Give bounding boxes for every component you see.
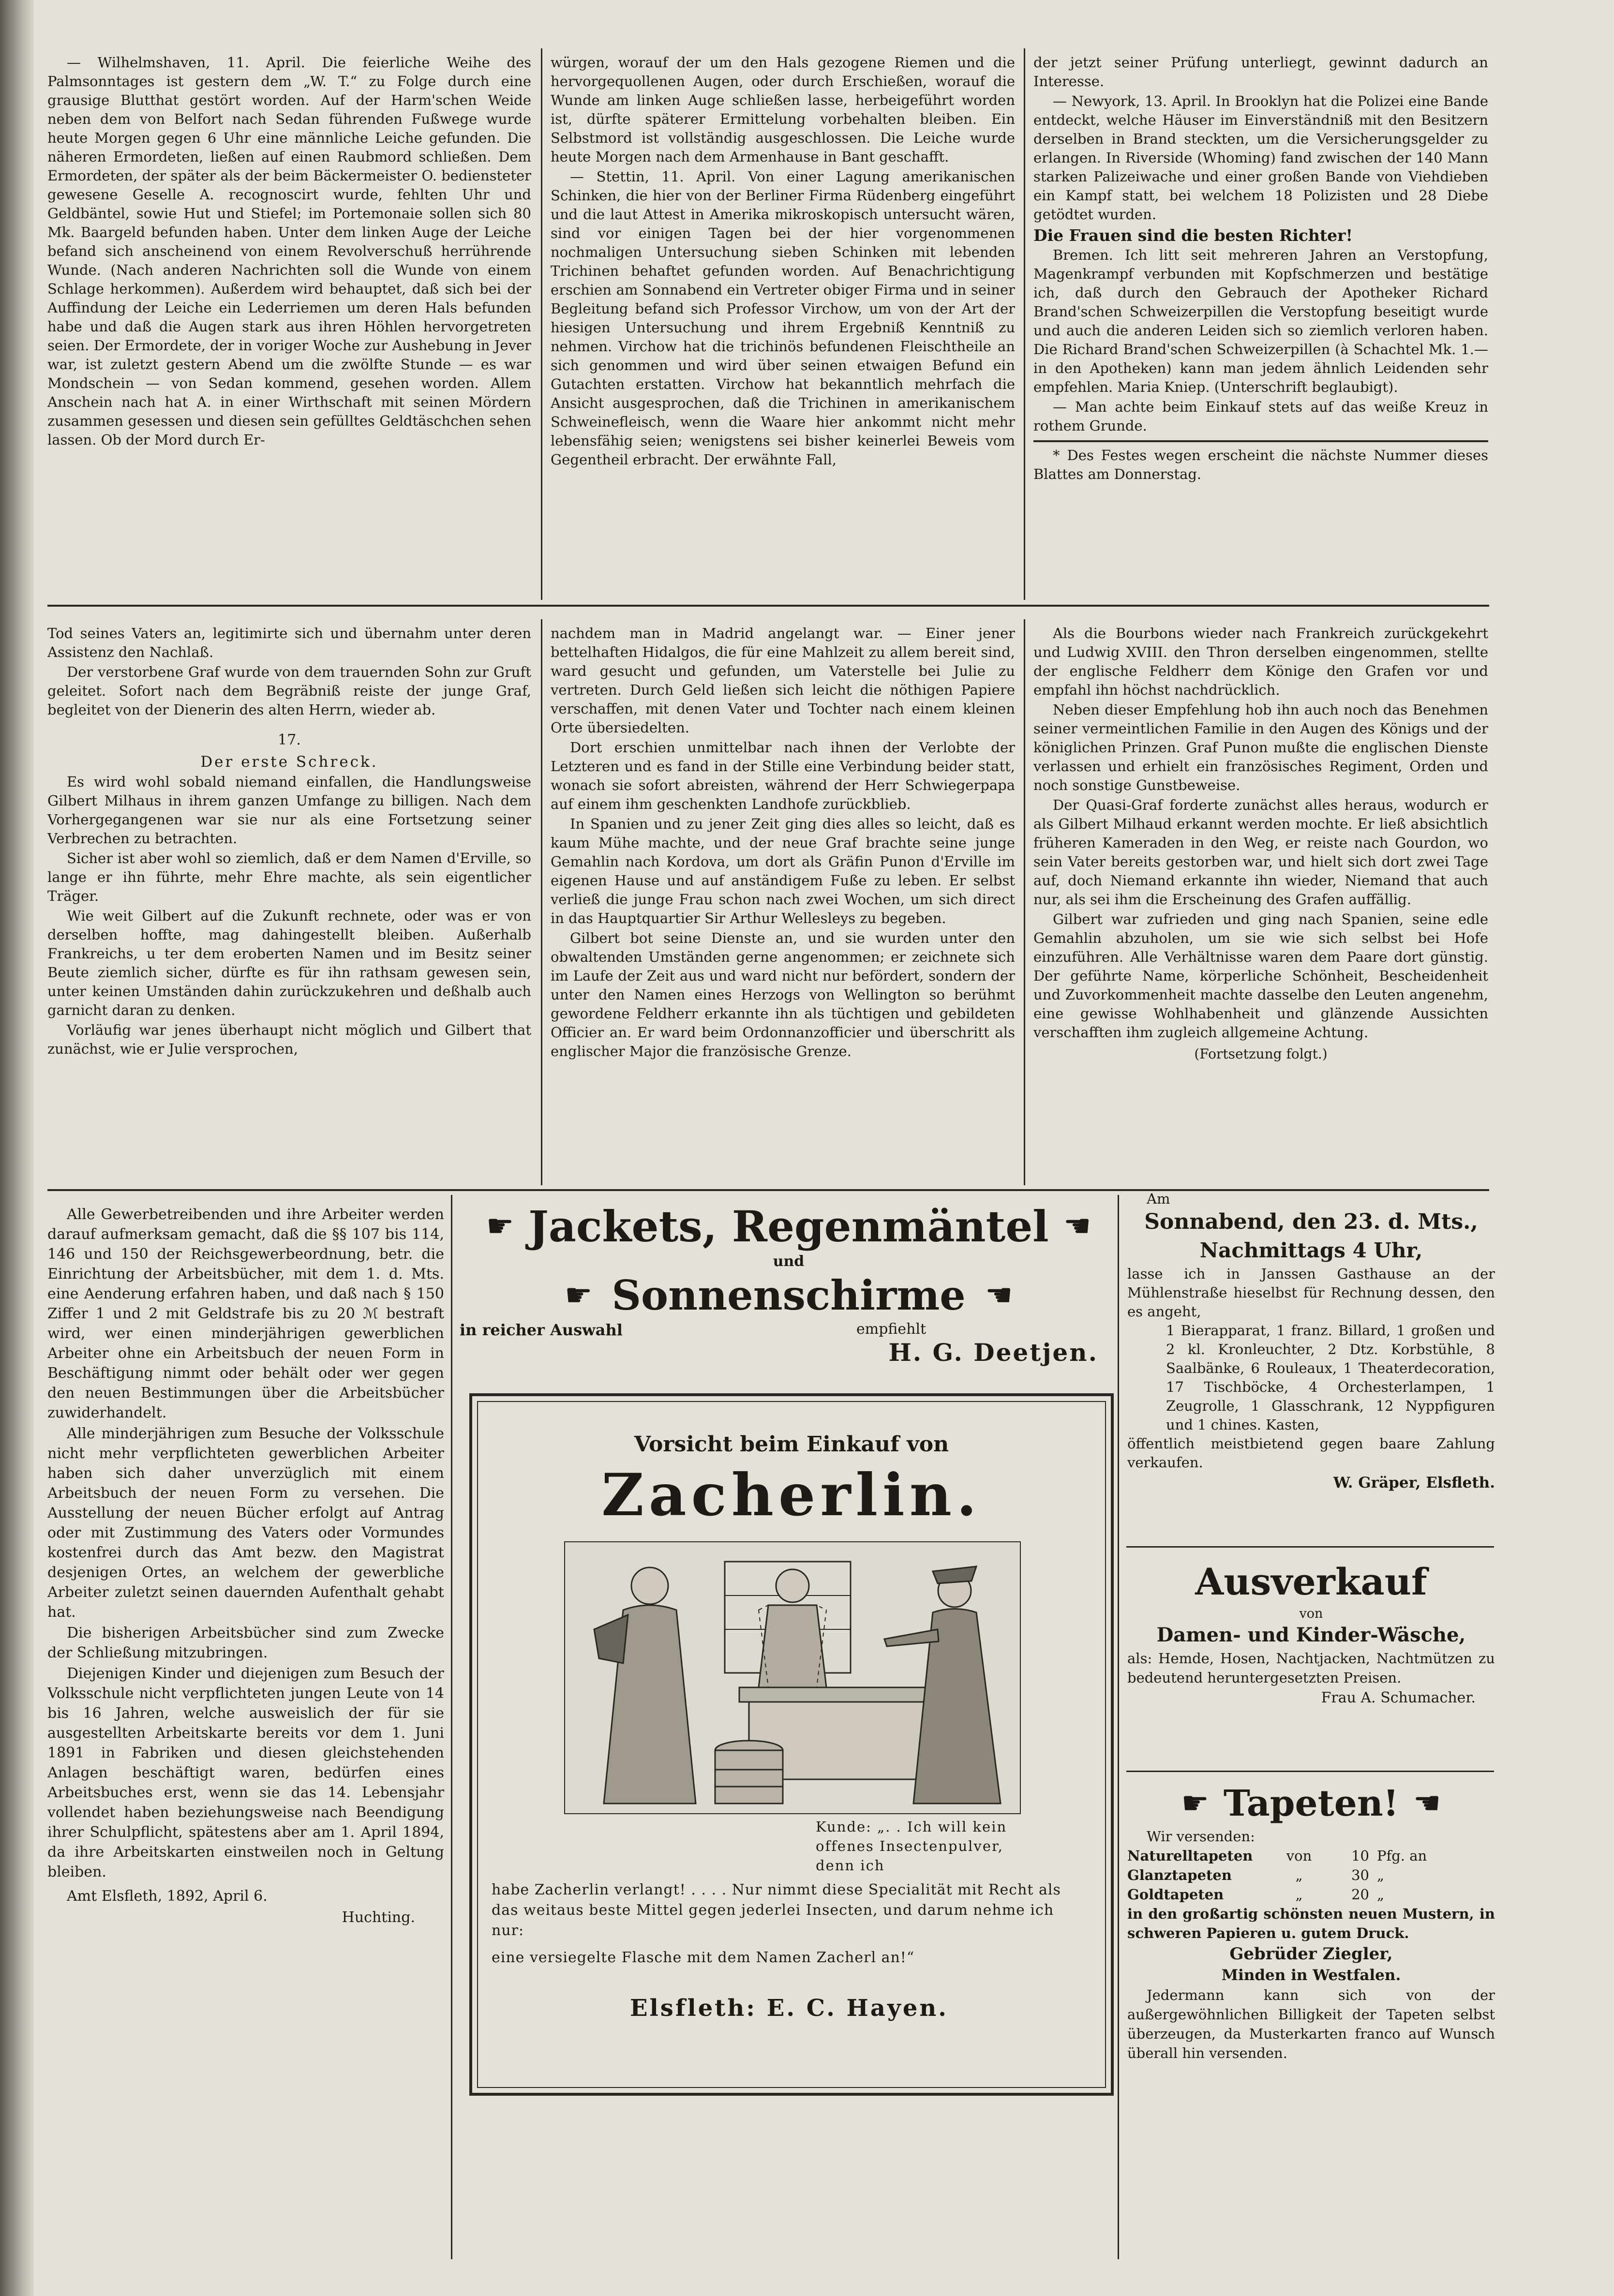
ad-ausverkauf <box>1127 1558 1495 1766</box>
section-divider <box>47 605 1489 607</box>
ad-tapeten-title: Tapeten! <box>1223 1783 1399 1824</box>
ad-zacherlin-kunde: Kunde: „. . Ich will kein offenes Insectenpulver, denn ich <box>816 1819 1007 1874</box>
ad-divider <box>1126 1546 1494 1548</box>
price-name: Naturelltapeten <box>1127 1848 1253 1864</box>
ad-tapeten-company: Gebrüder Ziegler, <box>1229 1944 1393 1964</box>
shop-scene-drawing <box>565 1542 1020 1813</box>
novel-paragraph: Es wird wohl sobald niemand einfallen, die Handlungsweise Gilbert Milhaus in ihrem ganzen Umfange zu billigen. Nach dem Vorhergegangenen war sie nur als eine Fortsetzung seiner Verbrechen zu betrachten. <box>47 774 531 847</box>
price-value: 20 <box>1351 1886 1369 1903</box>
ad-deetjen-und: und <box>773 1253 805 1270</box>
novel-paragraph: Der verstorbene Graf wurde von dem trauernden Sohn zur Gruft geleitet. Sofort nach dem Begräbniß reiste der junge Graf, begleitet von der Dienerin des alten Herrn, wieder ab. <box>47 664 531 718</box>
news-column-2 <box>551 53 1015 600</box>
price-unit: „ <box>1377 1867 1385 1883</box>
news-wilhelmshaven-cont: würgen, worauf der um den Hals gezogene Riemen und die hervorgequollenen Augen, oder durch Erschießen, worauf die Wunde am linken Auge schließen lasse, herbeigeführt worden ist, dürfte späterer Ermittelung vorbehalten bleiben. Ein Selbstmord ist vollständig ausgeschlossen. Die Leiche wurde heute Morgen nach dem Armenhause in Bant geschafft. <box>551 54 1015 165</box>
ad-zacherlin-bottle: eine versiegelte Flasche mit dem Namen Zacherl an!“ <box>492 1949 915 1966</box>
ad-ausverkauf-von: von <box>1299 1606 1323 1621</box>
price-value: 10 <box>1351 1848 1369 1864</box>
ad-deetjen <box>460 1195 1118 1398</box>
price-value: 30 <box>1351 1867 1369 1883</box>
column-rule <box>1118 1195 1119 2259</box>
column-rule <box>541 619 542 1185</box>
illustration-shop-scene <box>564 1541 1021 1814</box>
ad-tapeten-footer: Jedermann kann sich von der außergewöhnlichen Billigkeit der Tapeten selbst überzeugen, da Musterkarten franco auf Wunsch überall hin versenden. <box>1127 1987 1495 2061</box>
pointing-hand-left-icon: ☛ <box>985 1278 1013 1313</box>
pointing-hand-left-icon: ☛ <box>1413 1786 1441 1821</box>
news-stettin-cont: der jetzt seiner Prüfung unterliegt, gewinnt dadurch an Interesse. <box>1033 54 1488 89</box>
ad-tapeten <box>1127 1780 1495 2264</box>
column-rule <box>1024 48 1025 600</box>
pointing-hand-left-icon: ☛ <box>1063 1208 1091 1244</box>
novel-paragraph: In Spanien und zu jener Zeit ging dies alles so leicht, daß es kaum Mühe machte, und der neue Graf brachte seine junge Gemahlin nach Kordova, um dort als Gräfin Punon d'Erville im eigenen Hause und auf anständigem Fuße zu leben. Er selbst verließ die junge Frau schon nach zwei Wochen, um sich direct in das Hauptquartier Sir Arthur Wellesleys zu begeben. <box>551 816 1015 926</box>
price-unit: Pfg. an <box>1377 1848 1427 1864</box>
column-rule <box>1024 619 1025 1185</box>
price-prefix: „ <box>1295 1886 1303 1903</box>
continued-note: (Fortsetzung folgt.) <box>1194 1046 1328 1062</box>
notice-paragraph: Alle minderjährigen zum Besuche der Volksschule nicht mehr verpflichteten gewerblichen Arbeiter haben sich daher unverzüglich mit einem Arbeitsbuch der neuen Form zu versehen. Die Ausstellung der neuen Bücher erfolgt auf Antrag oder mit Zustimmung des Vaters oder Vormundes kostenfrei durch das Amt bezw. den Magistrat desjenigen Ortes, an welchem der gewerbliche Arbeiter zuletzt seinen dauernden Aufenthalt gehabt hat. <box>47 1425 444 1621</box>
news-column-3 <box>1033 53 1488 600</box>
novel-paragraph: Gilbert war zufrieden und ging nach Spanien, seine edle Gemahlin abzuholen, um sie wie sich selbst bei Hofe einzuführen. Alle Verhältnisse waren dem Paare dort günstig. Der geführte Name, körperliche Schönheit, Bescheidenheit und Zuvorkommenheit machte dasselbe den Leuten angenehm, eine gewisse Wohlhabenheit und glänzende Aussichten verschafften ihm zugleich allgemeine Achtung. <box>1033 911 1488 1041</box>
ad-ausverkauf-title: Ausverkauf <box>1195 1560 1427 1603</box>
ad-schweizerpillen-note: — Man achte beim Einkauf stets auf das weiße Kreuz in rothem Grunde. <box>1033 399 1488 434</box>
column-rule <box>541 48 542 600</box>
notice-sign-name: Huchting. <box>342 1909 415 1926</box>
notice-paragraph: Alle Gewerbetreibenden und ihre Arbeiter werden darauf aufmerksam gemacht, daß die §§ 107 bis 114, 146 und 150 der Reichsgewerbeordnung, betr. die Einrichtung der Arbeitsbücher, mit dem 1. d. Mts. eine Aenderung erfahren haben, und daß nach § 150 Ziffer 1 und 2 mit Geldstrafe bis zu 20 ℳ bestraft wird, wer einen minderjährigen gewerblichen Arbeiter ohne ein Arbeitsbuch der neuen Form in Beschäftigung nimmt oder behält oder wer gegen den neuen Bestimmungen über die Arbeitsbücher zuwiderhandelt. <box>47 1206 444 1421</box>
ad-auction-intro: lasse ich in Janssen Gasthause an der Mühlenstraße hieselbst für Rechnung dessen, den es angeht, <box>1127 1266 1495 1320</box>
ad-ausverkauf-detail: als: Hemde, Hosen, Nachtjacken, Nachtmützen zu bedeutend heruntergesetzten Preisen. <box>1127 1650 1495 1686</box>
ad-auction-am: Am <box>1147 1191 1170 1207</box>
ad-zacherlin-warn: Vorsicht beim Einkauf von <box>634 1432 949 1457</box>
novel-paragraph: Vorläufig war jenes überhaupt nicht möglich und Gilbert that zunächst, wie er Julie versprochen, <box>47 1022 531 1057</box>
column-rule <box>451 1195 452 2259</box>
price-row <box>1127 1865 1495 1885</box>
ad-auction-items: 1 Bierapparat, 1 franz. Billard, 1 großen und 2 kl. Kronleuchter, 2 Dtz. Korbstühle, 8 Saalbänke, 6 Rouleaux, 1 Theaterdecoration, 17 Tischböcke, 4 Orchesterlampen, 1 Zeugrolle, 1 Glasschrank, 12 Nyppfiguren und 1 chines. Kasten, <box>1166 1322 1495 1433</box>
price-list <box>1127 1846 1495 1904</box>
novel-column-2 <box>551 624 1015 1185</box>
ad-schweizerpillen: Bremen. Ich litt seit mehreren Jahren an Verstopfung, Magenkrampf verbunden mit Kopfschmerzen und bestätige ich, daß durch den Gebrauch der Apotheker Richard Brand'schen Schweizerpillen die Verstopfung beseitigt wurde und auch die anderen Leiden sich so ziemlich verloren haben. Die Richard Brand'schen Schweizerpillen (à Schachtel Mk. 1.— in den Apotheken) kann man jedem ähnlich Leidenden sehr empfehlen. Maria Kniep. (Unterschrift beglaubigt). <box>1033 247 1488 395</box>
ad-deetjen-name: H. G. Deetjen. <box>888 1338 1098 1367</box>
pointing-hand-icon: ☛ <box>486 1208 514 1244</box>
ad-zacherlin <box>469 1393 1114 2096</box>
price-row <box>1127 1846 1495 1865</box>
ad-ausverkauf-what: Damen- und Kinder-Wäsche, <box>1156 1624 1466 1646</box>
ad-zacherlin-brand: Zacherlin. <box>601 1461 982 1529</box>
pointing-hand-icon: ☛ <box>564 1278 593 1313</box>
news-wilhelmshaven: — Wilhelmshaven, 11. April. Die feierliche Weihe des Palmsonntages ist gestern dem „W. T.“ zu Folge durch eine grausige Blutthat gestört worden. Auf der Harm'schen Weide neben dem von Belfort nach Sedan führenden Fußwege wurde heute Morgen gegen 6 Uhr eine männliche Leiche gefunden. Die näheren Ermordeten, ließen auf einen Raubmord schließen. Dem Ermordeten, der später als der beim Bäckermeister O. bediensteter gewesene Geselle A. recognoscirt wurde, fehlten Uhr und Geldbäntel, sowie Hut und Stiefel; im Portemonaie sollen sich 80 Mk. Baargeld befunden haben. Unter dem linken Auge der Leiche befand sich anscheinend von einem Revolverschuß herrührende Wunde. (Nach anderen Nachrichten soll die Wunde von einem Schlage herkommen). Außerdem wird behauptet, daß sich bei der Auffindung der Leiche ein Lederriemen um deren Hals befunden habe und daß die Augen stark aus ihren Höhlen hervorgetreten seien. Der Ermordete, der in voriger Woche zur Aushebung in Jever war, ist zuletzt gestern Abend um die zwölfte Stunde — es war Mondschein — von Sedan kommend, gesehen worden. Allem Anschein nach hat A. in einer Wirthschaft mit seinen Mördern zusammen gesessen und diesen sein gefülltes Geldtäschchen sehen lassen. Ob der Mord durch Er- <box>47 54 531 448</box>
novel-paragraph: Der Quasi-Graf forderte zunächst alles heraus, wodurch er als Gilbert Milhaud erkannt werden mochte. Er ließ absichtlich früheren Kameraden in den Weg, er reiste nach Gourdon, wo sein Vater bereits gestorben war, und hielt sich dort zwei Tage auf, doch Niemand erkannte ihn wieder, Niemand that auch nur, als sei ihm die Erscheinung des Grafen auffällig. <box>1033 797 1488 908</box>
news-stettin: — Stettin, 11. April. Von einer Lagung amerikanischen Schinken, die hier von der Berliner Firma Rüdenberg eingeführt und die laut Attest in Amerika mikroskopisch untersucht wären, sind vor einigen Tagen bei der hier vorgenommenen nochmaligen Untersuchung sieben Schinken mit lebenden Trichinen behaftet gefunden worden. Auf Benachrichtigung erschien am Sonnabend ein Vertreter obiger Firma und in seiner Begleitung befand sich Professor Virchow, um von der Art der hiesigen Untersuchung und ihrem Ergebniß Kenntniß zu nehmen. Virchow hat die trichinös befundenen Fleischtheile an sich genommen und wird über seinen etwaigen Befund ein Gutachten erstatten. Virchow hat bekanntlich mehrfach die Ansicht ausgesprochen, daß die Trichinen in amerikanischem Schweinefleisch, wenn die Waare hier ankommt nicht mehr lebensfähig seien; wenigstens sei bisher keinerlei Beweis vom Gegentheil erbracht. Der erwähnte Fall, <box>551 168 1015 468</box>
notice-paragraph: Die bisherigen Arbeitsbücher sind zum Zwecke der Schließung mitzubringen. <box>47 1625 444 1661</box>
price-name: Glanztapeten <box>1127 1867 1232 1883</box>
ad-auction-date: Sonnabend, den 23. d. Mts., <box>1144 1209 1478 1234</box>
ad-deetjen-line2: Sonnenschirme <box>612 1271 966 1319</box>
novel-paragraph: Gilbert bot seine Dienste an, und sie wurden unter den obwaltenden Umständen gerne angenommen; er zeichnete sich im Laufe der Zeit aus und ward nicht nur befördert, sondern der unter den Namen eines Herzogs von Wellington so berühmt gewordene Feldherr erkannte ihn als tüchtigen und gebildeten Officier an. Er ward beim Ordonnanzofficier und überschritt als englischer Major die französische Grenze. <box>551 930 1015 1059</box>
ad-heading-frauen: Die Frauen sind die besten Richter! <box>1033 226 1353 245</box>
novel-column-3 <box>1033 624 1488 1185</box>
price-name: Goldtapeten <box>1127 1886 1224 1903</box>
novel-paragraph: Neben dieser Empfehlung hob ihn auch noch das Benehmen seiner vermeintlichen Familie in den Augen des Königs und der königlichen Prinzen. Graf Punon mußte die englischen Dienste verlassen und erhielt ein französisches Regiment, Orden und noch sonstige Gunstbeweise. <box>1033 701 1488 793</box>
ad-deetjen-empf: empfiehlt <box>856 1321 927 1338</box>
ad-tapeten-place: Minden in Westfalen. <box>1221 1967 1401 1984</box>
chapter-title: Der erste Schreck. <box>200 753 378 771</box>
adjacent-page-edge <box>0 0 34 2296</box>
ad-auction <box>1127 1190 1495 1538</box>
ad-zacherlin-dealer: Elsfleth: E. C. Hayen. <box>629 1995 949 2022</box>
news-newyork: — Newyork, 13. April. In Brooklyn hat die Polizei eine Bande entdeckt, welche Häuser im Einverständniß mit den Besitzern derselben in Brand steckten, um die Versicherungsgelder zu erlangen. In Riverside (Whoming) fand zwischen der 140 Mann starken Palizeiwache und einer großen Bande von Viehdieben ein Kampf statt, bei welchem 18 Polizisten und 28 Diebe getödtet wurden. <box>1033 93 1488 223</box>
ad-deetjen-line1: Jackets, Regenmäntel <box>528 1201 1049 1252</box>
price-row <box>1127 1885 1495 1904</box>
novel-paragraph: nachdem man in Madrid angelangt war. — Einer jener bettelhaften Hidalgos, die für eine Mahlzeit zu allem bereit sind, ward gesucht und gefunden, um Vaterstelle bei Julie zu vertreten. Durch Geld ließen sich leicht die nöthigen Papiere verschaffen, mit denen Vater und Tochter nach einem kleinen Orte übersiedelten. <box>551 625 1015 736</box>
notice-sign-place: Amt Elsfleth, 1892, April 6. <box>67 1888 268 1905</box>
news-column-1 <box>47 53 531 600</box>
ad-auction-sign: W. Gräper, Elsfleth. <box>1333 1474 1495 1491</box>
price-prefix: „ <box>1295 1867 1303 1883</box>
ad-auction-time: Nachmittags 4 Uhr, <box>1199 1238 1423 1262</box>
official-notice <box>47 1205 444 2245</box>
ad-deetjen-left: in reicher Auswahl <box>460 1321 623 1339</box>
newspaper-page <box>34 0 1614 2296</box>
notice-next-issue: * Des Festes wegen erscheint die nächste Nummer dieses Blattes am Donnerstag. <box>1033 447 1488 482</box>
price-unit: „ <box>1377 1886 1385 1903</box>
ad-tapeten-intro: Wir versenden: <box>1147 1828 1255 1845</box>
chapter-number: 17. <box>278 731 301 748</box>
novel-column-1 <box>47 624 531 1185</box>
price-prefix: von <box>1286 1848 1312 1864</box>
ad-divider <box>1126 1771 1494 1772</box>
novel-paragraph: Tod seines Vaters an, legitimirte sich und übernahm unter deren Assistenz den Nachlaß. <box>47 625 531 660</box>
ad-ausverkauf-sign: Frau A. Schumacher. <box>1321 1689 1476 1706</box>
notice-paragraph: Diejenigen Kinder und diejenigen zum Besuch der Volksschule nicht verpflichteten jungen Leute von 14 bis 16 Jahren, welche ausweislich der für sie ausgestellten Arbeitskarte bereits vor dem 1. Juni 1891 in Fabriken und diesen gleichstehenden Anlagen beschäftigt waren, bedürfen eines Arbeitsbuches erst, wenn sie das 14. Lebensjahr vollendet haben beziehungsweise nach Beendigung ihrer Schulpflicht, spätestens aber am 1. April 1894, da ihre Arbeitskarten einstweilen noch in Geltung bleiben. <box>47 1665 444 1880</box>
pointing-hand-icon: ☛ <box>1181 1786 1209 1821</box>
notice-divider <box>1033 440 1488 442</box>
ad-auction-outro: öffentlich meistbietend gegen baare Zahlung verkaufen. <box>1127 1435 1495 1471</box>
novel-paragraph: Sicher ist aber wohl so ziemlich, daß er dem Namen d'Erville, so lange er ihn führte, mehr Ehre machte, als sein eigentlicher Träger. <box>47 850 531 904</box>
novel-paragraph: Als die Bourbons wieder nach Frankreich zurückgekehrt und Ludwig XVIII. den Thron derselben eingenommen, stellte der englische Feldherr dem Könige den Grafen vor und empfahl ihn höchst nachdrücklich. <box>1033 625 1488 698</box>
ad-zacherlin-text: habe Zacherlin verlangt! . . . . Nur nimmt diese Specialität mit Recht als das weitaus beste Mittel gegen jederlei Insecten, und darum nehme ich nur: <box>492 1881 1061 1939</box>
novel-paragraph: Wie weit Gilbert auf die Zukunft rechnete, oder was er von derselben hoffte, mag dahingestellt bleiben. Außerhalb Frankreichs, u ter dem eroberten Namen und im Besitz seiner Beute ziemlich sicher, dürfte es für ihn rathsam gewesen sein, unter keinen Umständen dahin zurückzukehren und deßhalb auch garnicht daran zu denken. <box>47 908 531 1018</box>
ad-tapeten-text: in den großartig schönsten neuen Mustern, in schweren Papieren u. gutem Druck. <box>1127 1906 1495 1941</box>
novel-paragraph: Dort erschien unmittelbar nach ihnen der Verlobte der Letzteren und es fand in der Stille eine Verbindung beider statt, wonach sie sofort abreisten, während der Herr Schwiegerpapa auf einem ihm geschenkten Landhofe zurückblieb. <box>551 739 1015 812</box>
